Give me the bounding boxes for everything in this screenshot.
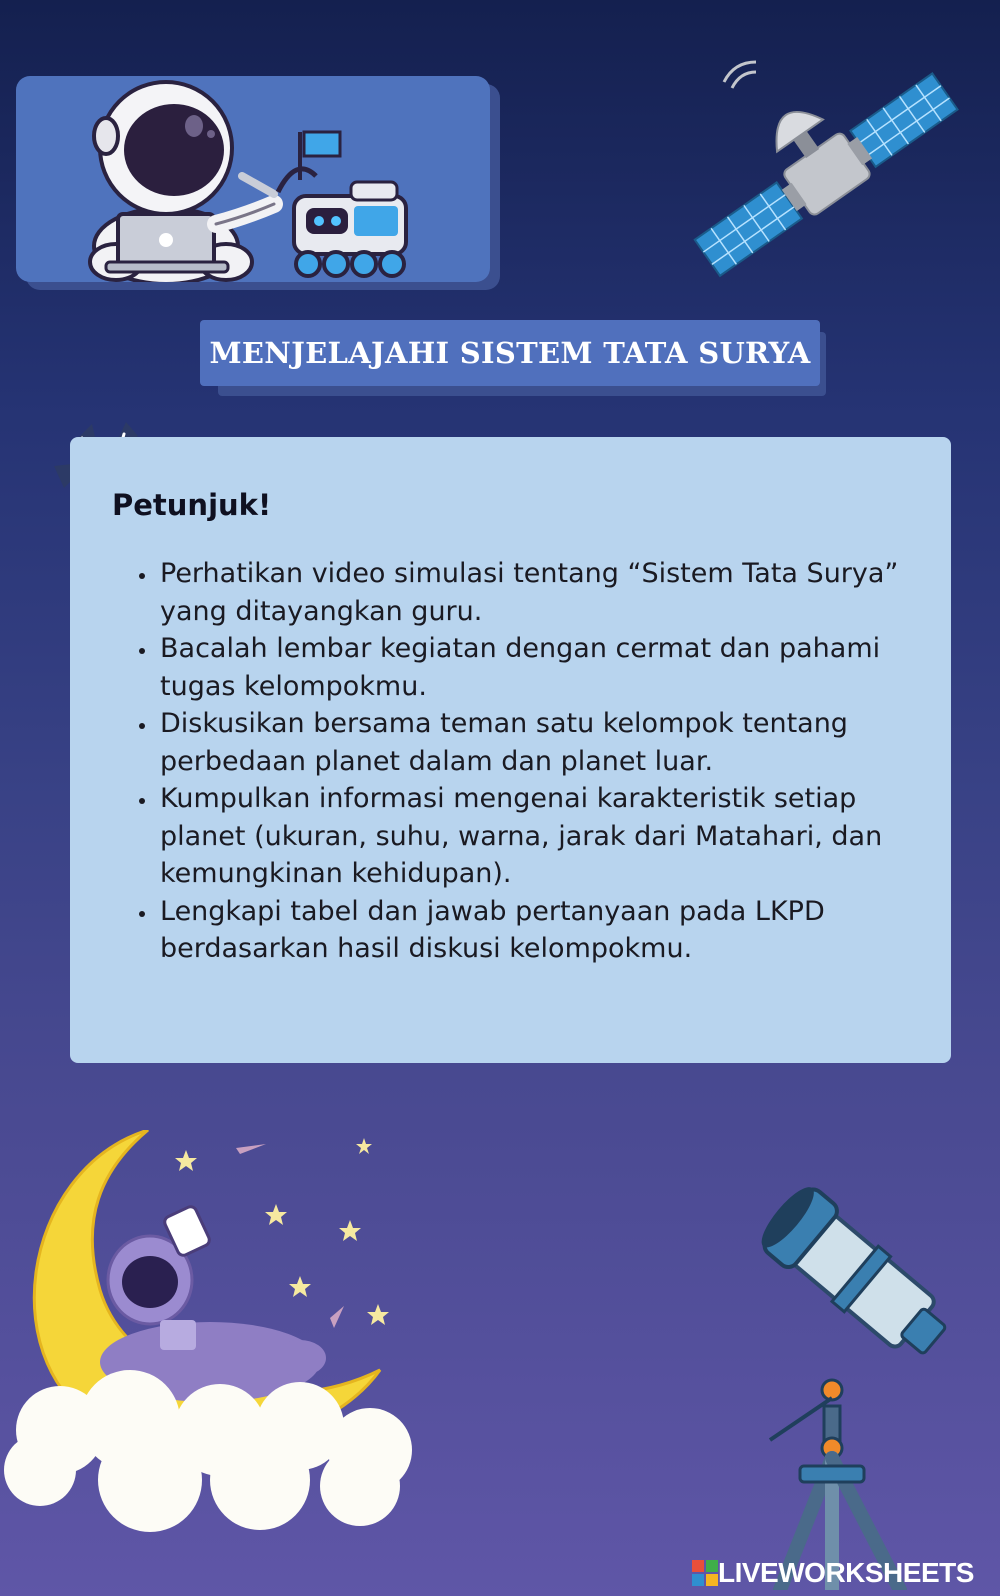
instruction-item: • Perhatikan video simulasi tentang “Sistem Tata Surya” yang ditayangkan guru. <box>158 555 938 630</box>
astronaut-card <box>16 76 490 282</box>
instruction-item: • Diskusikan bersama teman satu kelompok tentang perbedaan planet dalam dan planet luar. <box>158 705 938 780</box>
instruction-item: • Bacalah lembar kegiatan dengan cermat dan pahami tugas kelompokmu. <box>158 630 938 705</box>
moon-astronaut-illustration <box>0 1130 440 1560</box>
instruction-heading: Petunjuk! <box>112 488 272 522</box>
instruction-item: • Kumpulkan informasi mengenai karakteristik setiap planet (ukuran, suhu, warna, jarak dari Matahari, dan kemungkinan kehidupan). <box>158 780 938 893</box>
telescope-icon <box>740 1170 970 1590</box>
astronaut-laptop-illustration <box>16 76 490 282</box>
page-title: MENJELAJAHI SISTEM TATA SURYA <box>209 336 811 370</box>
title-banner <box>200 320 820 386</box>
liveworksheets-watermark <box>692 1556 974 1590</box>
liveworksheets-logo-icon <box>692 1560 718 1586</box>
watermark-text: LIVEWORKSHEETS <box>718 1557 974 1588</box>
satellite-icon <box>690 58 960 288</box>
instruction-list <box>118 555 938 968</box>
instruction-item: • Lengkapi tabel dan jawab pertanyaan pada LKPD berdasarkan hasil diskusi kelompokmu. <box>158 893 938 968</box>
